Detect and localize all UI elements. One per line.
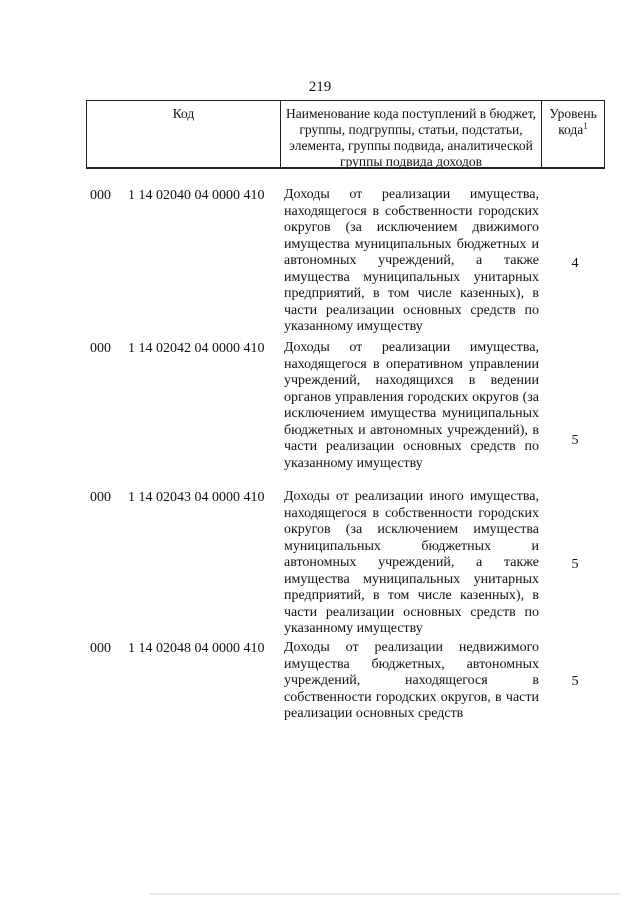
row-3-description: Доходы от реализации иного имущества, находящегося в собственности городских округов (за исключением имущества муниципальных бюджетных и автономных учреждений, а также имущества муниципальных унитарных предприятий, в том числе казенных), в части реализации основных средств по указанному имуществу <box>284 489 539 636</box>
page-number: 219 <box>308 79 332 95</box>
row-4-level: 5 <box>571 674 579 689</box>
row-3-income-code: 1 14 02043 04 0000 410 <box>128 490 265 505</box>
header-name-label: Наименование кода поступлений в бюджет, группы, подгруппы, статьи, подстатьи, элемента, группы подвида, аналитической группы подвида доходов <box>285 106 536 169</box>
row-1-description: Доходы от реализации имущества, находящегося в собственности городских округов (за исключением движимого имущества муниципальных бюджетных и автономных учреждений, а также имущества муниципальных унитарных предприятий, в том числе казенных), в части реализации основных средств по указанному имуществу <box>284 187 539 334</box>
row-2-admin-code: 000 <box>90 341 111 356</box>
row-2-income-code: 1 14 02042 04 0000 410 <box>128 341 265 356</box>
row-3-level: 5 <box>571 557 579 572</box>
header-name-cell <box>280 100 542 169</box>
row-1-income-code: 1 14 02040 04 0000 410 <box>128 188 265 203</box>
row-1-level: 4 <box>571 256 579 271</box>
row-2-description: Доходы от реализации имущества, находящегося в оперативном управлении учреждений, находящихся в ведении органов управления городских округов (за исключением имущества муниципальных бюджетных и автономных учреждений), в части реализации основных средств по указанному имуществу <box>284 340 539 471</box>
row-4-income-code: 1 14 02048 04 0000 410 <box>128 641 265 656</box>
scan-edge-mark <box>150 893 620 895</box>
row-4-description: Доходы от реализации недвижимого имущества бюджетных, автономных учреждений, находящегося в собственности городских округов, в части реализации основных средств <box>284 640 539 721</box>
row-4-admin-code: 000 <box>90 641 111 656</box>
row-1-admin-code: 000 <box>90 188 111 203</box>
header-code-label: Код <box>172 106 195 121</box>
row-2-level: 5 <box>571 433 579 448</box>
header-level-cell <box>541 100 605 169</box>
row-3-admin-code: 000 <box>90 490 111 505</box>
header-code-cell <box>86 100 281 169</box>
header-level-footnote: 1 <box>583 121 588 131</box>
header-level-label: Уровень кода <box>549 106 597 137</box>
